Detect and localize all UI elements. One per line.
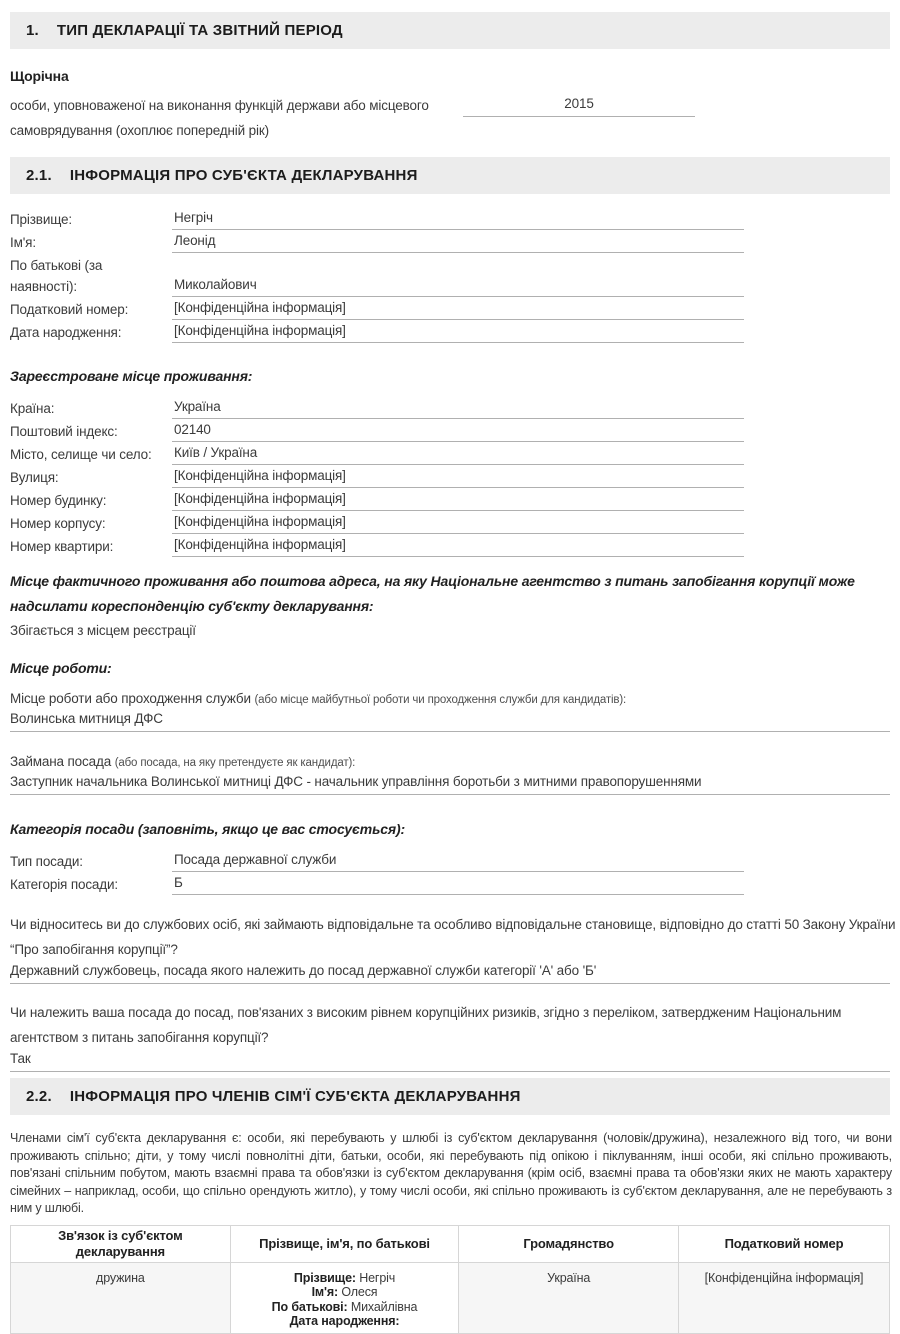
name-line-label: Прізвище: [293, 1270, 356, 1285]
name-line-label: Ім'я: [311, 1285, 338, 1300]
section-2-1-title: ІНФОРМАЦІЯ ПРО СУБ'ЄКТА ДЕКЛАРУВАННЯ [69, 167, 418, 184]
field-label: Номер будинку: [10, 493, 107, 508]
family-members-table [10, 1225, 890, 1334]
position-category-heading: Категорія посади (заповніть, якщо це вас стосується): [10, 821, 405, 837]
section-2-1-header-bar [10, 157, 890, 194]
field-value: [Конфіденційна інформація] [172, 467, 744, 488]
position-label [10, 753, 890, 772]
section-1-number: 1. [26, 22, 39, 39]
name-line-value: Михайлівна [350, 1299, 418, 1314]
name-line-firstname [237, 1285, 453, 1300]
column-header-full-name: Прізвище, ім'я, по батькові [230, 1225, 459, 1262]
field-row-postal-code [10, 421, 890, 442]
position-label-note: (або посада, на яку претендуєте як кандидат): [114, 757, 356, 769]
family-table-header-row [11, 1225, 890, 1262]
section-2-2-number: 2.2. [26, 1088, 52, 1105]
field-label: Номер квартири: [10, 539, 114, 554]
column-header-tax-number: Податковий номер [679, 1225, 890, 1262]
field-row-name [10, 232, 890, 253]
cell-full-name [230, 1262, 459, 1333]
field-label: Ім'я: [10, 235, 36, 250]
field-value: [Конфіденційна інформація] [172, 490, 744, 511]
field-value: Україна [172, 398, 744, 419]
field-row-patronymic [10, 255, 890, 297]
section-1-title: ТИП ДЕКЛАРАЦІЇ ТА ЗВІТНИЙ ПЕРІОД [56, 22, 343, 39]
field-row-birth-date [10, 322, 890, 343]
field-row-tax-number [10, 299, 890, 320]
cell-tax-number: [Конфіденційна інформація] [679, 1262, 890, 1333]
subject-fields [10, 209, 890, 343]
workplace-label [10, 690, 890, 709]
cell-relation: дружина [11, 1262, 231, 1333]
field-value: Негріч [172, 209, 744, 230]
field-row-block [10, 513, 890, 534]
field-value: Посада державної служби [172, 851, 744, 872]
field-value: 02140 [172, 421, 744, 442]
field-row-position-category [10, 874, 890, 895]
field-label: Місто, селище чи село: [10, 447, 152, 462]
family-members-intro: Членами сім'ї суб'єкта декларування є: особи, які перебувають у шлюбі із суб'єктом декларування (чоловік/дружина), незалежного від того, чи вони проживають спільно; діти, у тому числі повнолітні діти, батьки, особи, які перебувають під опікою і піклуванням, інші особи, які спільно проживають, пов'язані спільним побутом, мають взаємні права та обов'язки із суб'єктом декларування (крім осіб, взаємні права та обов'язки яких не мають характеру сімейних – наприклад, особи, що спільно орендують житло), у тому числі особи, які спільно проживають із суб'єктом декларування, але не перебувають з ним у шлюбі. [10, 1131, 892, 1216]
field-value: Київ / Україна [172, 444, 744, 465]
field-row-position-type [10, 851, 890, 872]
workplace-label-main: Місце роботи або проходження служби [10, 691, 251, 706]
section-2-2-header-bar [10, 1078, 890, 1115]
responsible-position-answer: Державний службовець, посада якого належить до посад державної служби категорії 'А' або 'Б' [10, 962, 890, 984]
field-value: Миколайович [172, 276, 744, 297]
field-row-apartment [10, 536, 890, 557]
mailing-address-value: Збігається з місцем реєстрації [10, 623, 196, 638]
field-row-country [10, 398, 890, 419]
field-label: Дата народження: [10, 325, 122, 340]
field-value: [Конфіденційна інформація] [172, 322, 744, 343]
reporting-period-row [10, 94, 890, 143]
field-label: Тип посади: [10, 854, 83, 869]
field-row-surname [10, 209, 890, 230]
section-2-2-title: ІНФОРМАЦІЯ ПРО ЧЛЕНІВ СІМ'Ї СУБ'ЄКТА ДЕКЛАРУВАННЯ [69, 1088, 521, 1105]
declaration-page [0, 12, 900, 1329]
corruption-risk-answer: Так [10, 1050, 890, 1072]
field-label: Поштовий індекс: [10, 424, 118, 439]
reporting-year-field: 2015 [463, 94, 695, 117]
column-header-relation: Зв'язок із суб'єктом декларування [11, 1225, 231, 1262]
field-row-street [10, 467, 890, 488]
registered-residence-heading: Зареєстроване місце проживання: [10, 368, 253, 384]
declaration-type-label: Щорічна [10, 68, 69, 84]
field-label: По батькові (за наявності): [10, 258, 103, 294]
field-label: Податковий номер: [10, 302, 129, 317]
name-line-label: Дата народження: [289, 1314, 400, 1329]
field-value: [Конфіденційна інформація] [172, 536, 744, 557]
declaration-type-description: особи, уповноваженої на виконання функцій держави або місцевого самоврядування (охоплює попередній рік) [10, 98, 429, 138]
field-label: Вулиця: [10, 470, 59, 485]
name-line-birthdate [237, 1314, 453, 1329]
section-1-header-bar [10, 12, 890, 49]
field-value: [Конфіденційна інформація] [172, 299, 744, 320]
workplace-label-note: (або місце майбутньої роботи чи проходження служби для кандидатів): [254, 694, 627, 706]
mailing-address-heading: Місце фактичного проживання або поштова адреса, на яку Національне агентство з питань запобігання корупції може надсилати кореспонденцію суб'єкту декларування: [10, 573, 855, 614]
name-line-surname [237, 1271, 453, 1286]
name-line-patronymic [237, 1300, 453, 1315]
field-value: Леонід [172, 232, 744, 253]
name-line-value: Олеся [341, 1285, 378, 1300]
field-value: [Конфіденційна інформація] [172, 513, 744, 534]
field-label: Країна: [10, 401, 55, 416]
residence-fields [10, 398, 890, 557]
position-value: Заступник начальника Волинської митниці ДФС - начальник управління боротьби з митними правопорушеннями [10, 773, 890, 795]
family-table-row [11, 1262, 890, 1333]
name-line-label: По батькові: [271, 1299, 348, 1314]
category-fields [10, 851, 890, 895]
field-row-building [10, 490, 890, 511]
responsible-position-question: Чи відноситесь ви до службових осіб, які займають відповідальне та особливо відповідальне становище, відповідно до статті 50 Закону України “Про запобігання корупції”? [10, 917, 896, 957]
field-label: Номер корпусу: [10, 516, 106, 531]
column-header-citizenship: Громадянство [459, 1225, 679, 1262]
field-label: Категорія посади: [10, 877, 119, 892]
cell-citizenship: Україна [459, 1262, 679, 1333]
name-line-value: Негріч [359, 1270, 396, 1285]
field-label: Прізвище: [10, 212, 72, 227]
field-value: Б [172, 874, 744, 895]
field-row-city [10, 444, 890, 465]
workplace-heading: Місце роботи: [10, 660, 112, 676]
workplace-value: Волинська митниця ДФС [10, 710, 890, 732]
section-2-1-number: 2.1. [26, 167, 52, 184]
corruption-risk-question: Чи належить ваша посада до посад, пов'язаних з високим рівнем корупційних ризиків, згідно з переліком, затвердженим Національним агентством з питань запобігання корупції? [10, 1005, 842, 1045]
family-table-container [10, 1225, 890, 1329]
position-label-main: Займана посада [10, 754, 112, 769]
